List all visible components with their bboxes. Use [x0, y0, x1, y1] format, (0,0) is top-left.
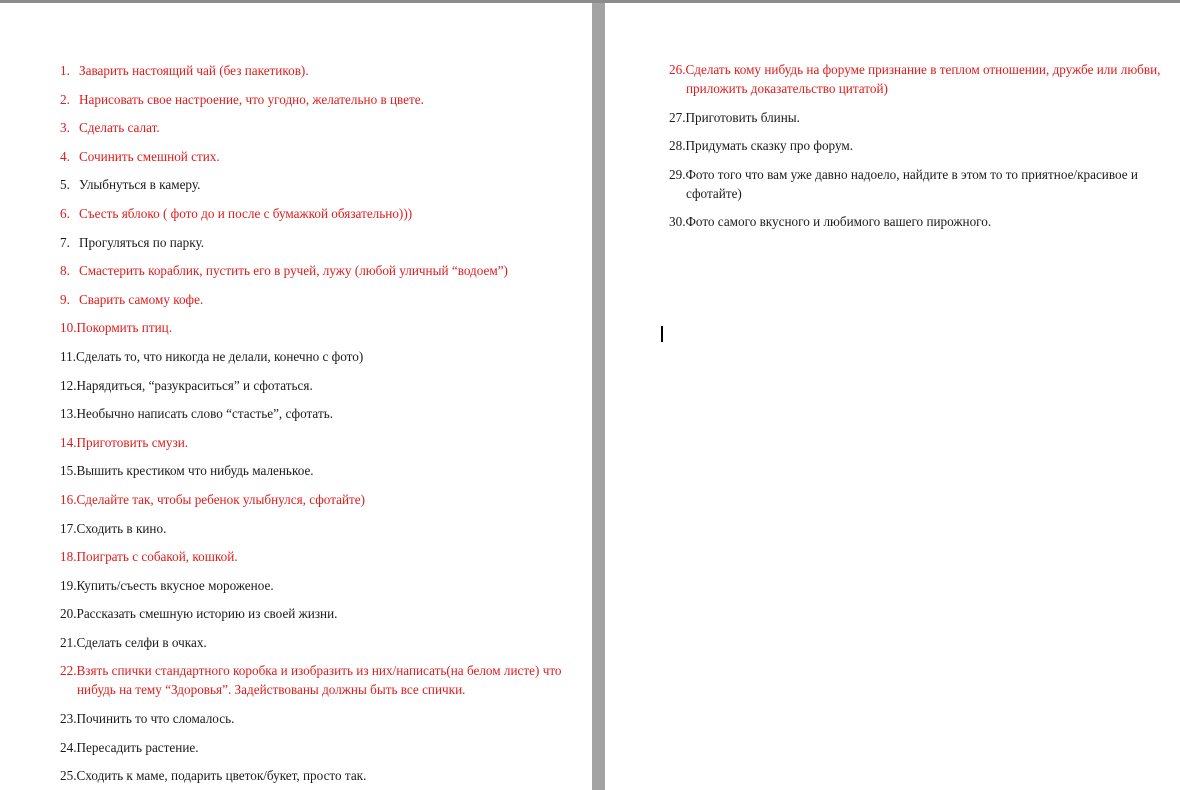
list-item-number: 15. [60, 463, 77, 479]
list-item-text: Купить/съесть вкусное мороженое. [76, 577, 274, 593]
list-item-text: Нарядиться, “разукраситься” и сфотаться. [76, 377, 313, 393]
list-item [669, 165, 1177, 203]
list-item-text: Сходить к маме, подарить цветок/букет, просто так. [76, 768, 367, 784]
list-item [60, 547, 580, 566]
list-item-text: Съесть яблоко ( фото до и после с бумажкой обязательно))) [79, 205, 413, 221]
list-item-number: 3. [60, 120, 70, 136]
list-item-text: Взять спички стандартного коробка и изобразить из них/написать(на белом листе) что нибудь на тему “Здоровья”. Задействованы должны быть все спички. [76, 663, 562, 698]
list-item [669, 60, 1177, 98]
list-item [60, 661, 580, 699]
list-item-number: 28. [669, 138, 686, 154]
list-item-text: Покормить птиц. [76, 320, 173, 336]
list-item-number: 9. [60, 291, 70, 307]
list-item [60, 233, 580, 252]
list-item-text: Сделать то, что никогда не делали, конечно с фото) [76, 348, 364, 364]
list-item [60, 90, 580, 109]
list-item [60, 738, 580, 757]
task-list-right [669, 60, 1177, 241]
list-item-number: 22. [60, 663, 77, 679]
page-gutter [592, 3, 605, 790]
list-item-text: Нарисовать свое настроение, что угодно, желательно в цвете. [79, 91, 424, 107]
list-item-text: Сделать кому нибудь на форуме признание в теплом отношении, дружбе или любви, приложить доказательство цитатой) [685, 62, 1161, 96]
list-item [60, 576, 580, 595]
list-item-text: Необычно написать слово “стастье”, сфотать. [76, 406, 334, 422]
list-item-number: 29. [669, 166, 686, 182]
list-item [60, 175, 580, 194]
list-item-number: 24. [60, 739, 77, 755]
list-item-number: 19. [60, 577, 77, 593]
list-item-text: Сделать салат. [79, 120, 160, 136]
list-item-number: 20. [60, 606, 77, 622]
list-item-number: 1. [60, 63, 70, 78]
list-item-number: 8. [60, 263, 70, 279]
list-item-number: 2. [60, 91, 70, 107]
list-item-text: Сделайте так, чтобы ребенок улыбнулся, сфотайте) [76, 491, 366, 507]
task-list-left [60, 61, 580, 790]
list-item [669, 212, 1177, 231]
list-item-number: 16. [60, 491, 77, 507]
list-item [60, 261, 580, 280]
list-item [60, 604, 580, 623]
list-item-number: 5. [60, 177, 70, 193]
list-item [60, 204, 580, 223]
list-item-number: 11. [60, 348, 76, 364]
list-item [60, 290, 580, 309]
list-item-text: Смастерить кораблик, пустить его в ручей, лужу (любой уличный “водоем”) [79, 263, 508, 279]
list-item [60, 147, 580, 166]
list-item-number: 27. [669, 109, 686, 125]
list-item-text: Починить то что сломалось. [76, 711, 235, 727]
list-item-text: Фото того что вам уже давно надоело, найдите в этом то то приятное/красивое и сфотайте) [685, 166, 1138, 201]
list-item-text: Приготовить блины. [685, 109, 800, 125]
list-item [60, 376, 580, 395]
list-item-text: Улыбнуться в камеру. [79, 177, 201, 193]
list-item-text: Сходить в кино. [76, 520, 167, 536]
list-item-number: 21. [60, 634, 77, 650]
document-page-left[interactable] [0, 3, 592, 790]
list-item-number: 12. [60, 377, 77, 393]
list-item-number: 30. [669, 214, 686, 230]
list-item-text: Сделать селфи в очках. [76, 634, 207, 650]
list-item-number: 14. [60, 434, 77, 450]
list-item-number: 4. [60, 148, 70, 164]
list-item-number: 7. [60, 234, 70, 250]
list-item-number: 26. [669, 62, 686, 77]
document-page-right[interactable] [605, 3, 1180, 790]
list-item-text: Прогуляться по парку. [79, 234, 205, 250]
list-item-number: 18. [60, 549, 77, 565]
list-item-text: Фото самого вкусного и любимого вашего пирожного. [685, 214, 992, 230]
list-item [60, 709, 580, 728]
list-item-number: 10. [60, 320, 77, 336]
list-item-number: 25. [60, 768, 77, 784]
list-item [669, 108, 1177, 127]
list-item-number: 23. [60, 711, 77, 727]
list-item [60, 347, 580, 366]
text-cursor [661, 326, 663, 342]
list-item [60, 519, 580, 538]
list-item-text: Заварить настоящий чай (без пакетиков). [79, 63, 309, 78]
list-item-number: 6. [60, 205, 70, 221]
list-item-text: Рассказать смешную историю из своей жизни. [76, 606, 338, 622]
list-item [60, 490, 580, 509]
list-item [60, 318, 580, 337]
list-item [60, 404, 580, 423]
list-item-number: 13. [60, 406, 77, 422]
list-item-text: Сварить самому кофе. [79, 291, 204, 307]
list-item [669, 136, 1177, 155]
list-item [60, 118, 580, 137]
list-item-text: Приготовить смузи. [76, 434, 189, 450]
list-item-text: Поиграть с собакой, кошкой. [76, 549, 238, 565]
list-item [60, 61, 580, 80]
list-item [60, 633, 580, 652]
list-item-number: 17. [60, 520, 77, 536]
list-item-text: Вышить крестиком что нибудь маленькое. [76, 463, 314, 479]
list-item-text: Придумать сказку про форум. [685, 138, 854, 154]
list-item-text: Пересадить растение. [76, 739, 199, 755]
list-item [60, 461, 580, 480]
list-item [60, 766, 580, 785]
list-item [60, 433, 580, 452]
list-item-text: Сочинить смешной стих. [79, 148, 220, 164]
